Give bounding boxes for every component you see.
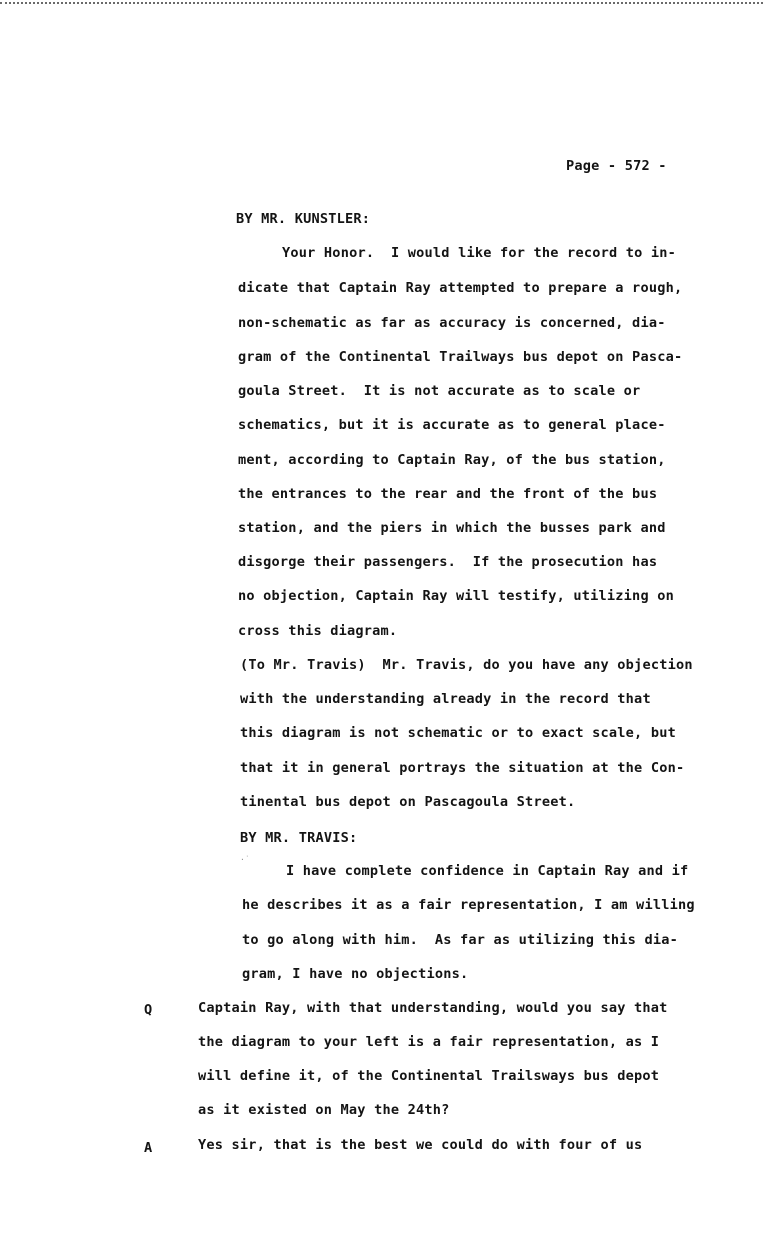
text-line: ment, according to Captain Ray, of the bus station, (238, 452, 666, 468)
text-line: this diagram is not schematic or to exact scale, but (240, 725, 676, 741)
question-marker: Q (144, 1002, 153, 1018)
text-line: (To Mr. Travis) Mr. Travis, do you have any objection (240, 657, 693, 673)
text-line: non-schematic as far as accuracy is concerned, dia- (238, 315, 666, 331)
text-line: as it existed on May the 24th? (198, 1102, 450, 1118)
text-line: schematics, but it is accurate as to general place- (238, 417, 666, 433)
page-number: Page - 572 - (566, 158, 667, 174)
text-line: dicate that Captain Ray attempted to prepare a rough, (238, 280, 683, 296)
speaker-heading-travis: BY MR. TRAVIS: (240, 830, 358, 846)
text-line: gram, I have no objections. (242, 966, 469, 982)
text-line: no objection, Captain Ray will testify, utilizing on (238, 588, 674, 604)
text-line: I have complete confidence in Captain Ray and if (286, 863, 689, 879)
scan-border-line (0, 2, 763, 4)
text-line: will define it, of the Continental Trailsways bus depot (198, 1068, 660, 1084)
text-line: with the understanding already in the record that (240, 691, 651, 707)
text-line: to go along with him. As far as utilizing this dia- (242, 932, 678, 948)
answer-marker: A (144, 1140, 153, 1156)
scan-speck: ·˙ (240, 855, 250, 864)
text-line: the diagram to your left is a fair representation, as I (198, 1034, 660, 1050)
text-line: he describes it as a fair representation, I am willing (242, 897, 695, 913)
text-line: Yes sir, that is the best we could do with four of us (198, 1137, 643, 1153)
text-line: gram of the Continental Trailways bus depot on Pasca- (238, 349, 683, 365)
text-line: cross this diagram. (238, 623, 398, 639)
text-line: disgorge their passengers. If the prosecution has (238, 554, 658, 570)
text-line: station, and the piers in which the busses park and (238, 520, 666, 536)
text-line: the entrances to the rear and the front of the bus (238, 486, 658, 502)
text-line: tinental bus depot on Pascagoula Street. (240, 794, 576, 810)
text-line: Captain Ray, with that understanding, would you say that (198, 1000, 668, 1016)
text-line: that it in general portrays the situation at the Con- (240, 760, 685, 776)
speaker-heading-kunstler: BY MR. KUNSTLER: (236, 211, 371, 227)
text-line: Your Honor. I would like for the record to in- (282, 245, 677, 261)
text-line: goula Street. It is not accurate as to scale or (238, 383, 641, 399)
